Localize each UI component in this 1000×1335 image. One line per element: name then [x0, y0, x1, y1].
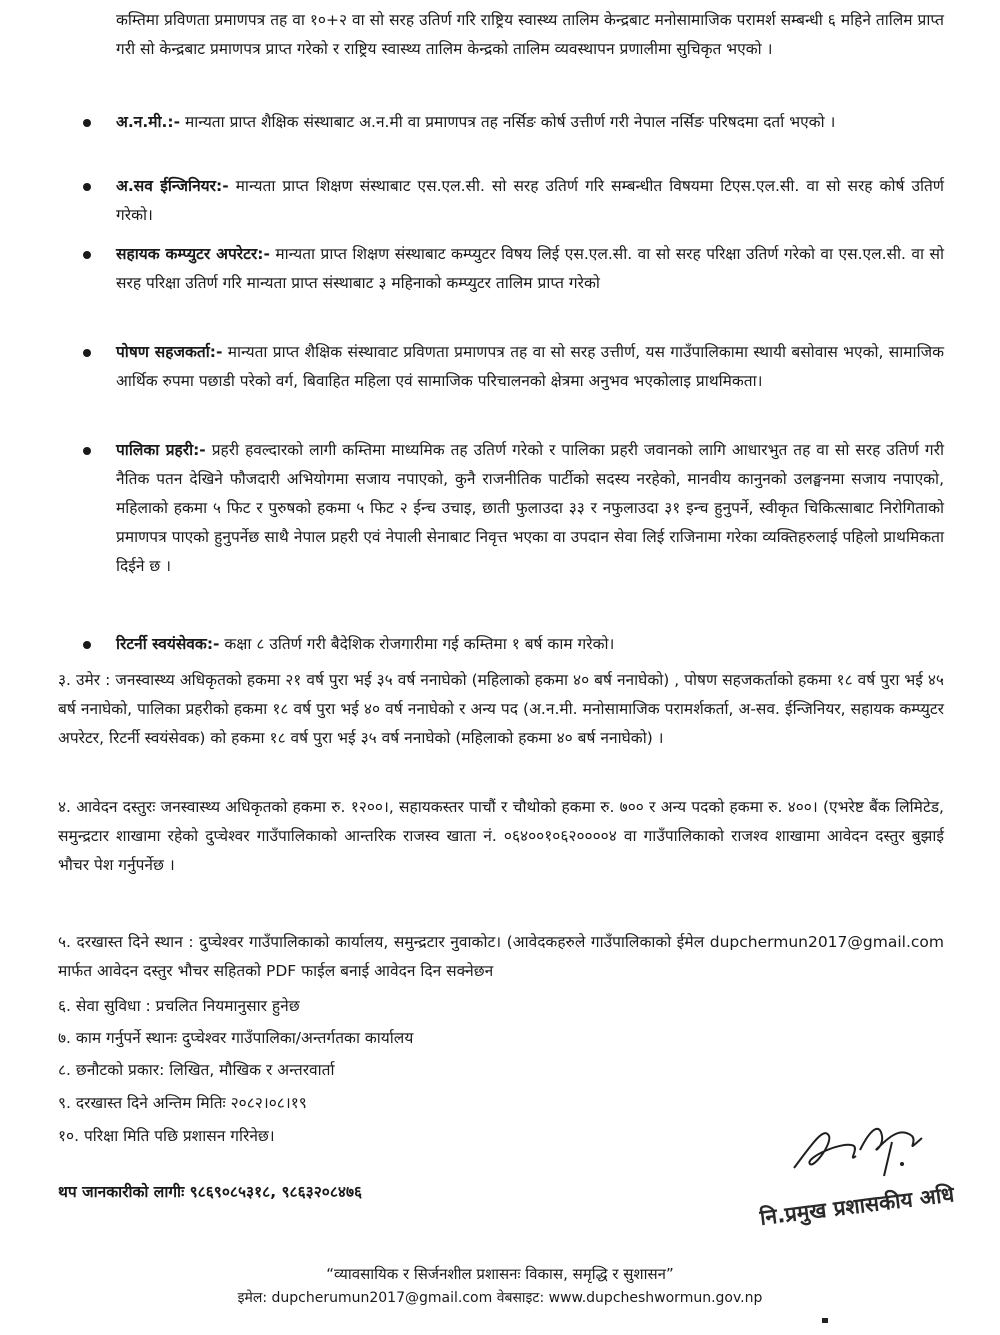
- scan-mark: [822, 1318, 828, 1323]
- bullet-text: मान्यता प्राप्त शैक्षिक संस्थावाट प्रविणता प्रमाणपत्र तह वा सो सरह उत्तीर्ण, यस गाउँपालिकामा स्थायी बसोवास भएको, सामाजिक आर्थिक रुपमा पछाडी परेको वर्ग, बिवाहित महिला एवं सामाजिक परिचालनको क्षेत्रमा अनुभव भएकोलाइ प्राथमिकता।: [116, 343, 944, 390]
- bullet-anmi: [116, 108, 944, 137]
- email-label: इमेल:: [237, 1290, 268, 1306]
- bullet-title: पालिका प्रहरी:-: [116, 441, 206, 459]
- item-application-place: ५. दरखास्त दिने स्थान : दुप्चेश्वर गाउँपालिकाको कार्यालय, समुन्द्रटार नुवाकोट। (आवेदकहरुले गाउँपालिकाको ईमेल dupchermun2017@gmail.com मार्फत आवेदन दस्तुर भौचर सहितको PDF फाईल बनाई आवेदन दिन सक्नेछन: [58, 933, 944, 980]
- item-exam-date: १०. परिक्षा मिति पछि प्रशासन गरिनेछ।: [58, 1127, 275, 1145]
- bullet-nutrition-facilitator: [116, 338, 944, 396]
- item-deadline: ९. दरखास्त दिने अन्तिम मितिः २०८२।०८।१९: [58, 1094, 307, 1112]
- bullet-dot: [83, 183, 91, 191]
- bullet-text: मान्यता प्राप्त शैक्षिक संस्थाबाट अ.न.मी वा प्रमाणपत्र तह नर्सिङ कोर्ष उत्तीर्ण गरी नेपाल नर्सिङ परिषदमा दर्ता भएको ।: [180, 113, 836, 131]
- footer-contact: [0, 1288, 1000, 1307]
- bullet-dot: [83, 641, 91, 649]
- bullet-text: कक्षा ८ उतिर्ण गरी बैदेशिक रोजगारीमा गई कम्तिमा १ बर्ष काम गरेको।: [219, 635, 615, 653]
- footer-motto: “व्यावसायिक र सिर्जनशील प्रशासनः विकास, समृद्धि र सुशासन”: [326, 1265, 674, 1283]
- intro-text: कम्तिमा प्रविणता प्रमाणपत्र तह वा १०+२ वा सो सरह उतिर्ण गरि राष्ट्रिय स्वास्थ्य तालिम केन्द्रबाट मनोसामाजिक परामर्श सम्बन्धी ६ महिने तालिम प्राप्त गरी सो केन्द्रबाट प्रमाणपत्र प्राप्त गरेको र राष्ट्रिय स्वास्थ्य तालिम केन्द्रको तालिम व्यवस्थापन प्रणालीमा सुचिकृत भएको ।: [116, 11, 944, 58]
- bullet-title: रिटर्नी स्वयंसेवक:-: [116, 635, 220, 653]
- footer-email: dupcherumun2017@gmail.com: [271, 1290, 493, 1306]
- intro-paragraph: [116, 6, 944, 64]
- bullet-sub-engineer: [116, 172, 944, 230]
- bullet-title: अ.सव ईन्जिनियर:-: [116, 177, 229, 195]
- signatory-title: नि.प्रमुख प्रशासकीय अधि: [758, 1182, 956, 1230]
- bullet-dot: [83, 447, 91, 455]
- bullet-text: मान्यता प्राप्त शिक्षण संस्थाबाट कम्प्युटर विषय लिई एस.एल.सी. वा सो सरह परिक्षा उतिर्ण गरेको वा एस.एल.सी. वा सो सरह परिक्षा उतिर्ण गरि मान्यता प्राप्त संस्थाबाट ३ महिनाको कम्प्युटर तालिम प्राप्त गरेको: [116, 245, 944, 292]
- contact-numbers: थप जानकारीको लागीः ९८६९०८५३१८, ९८६३२०८४७६: [58, 1183, 363, 1201]
- bullet-text: प्रहरी हवल्दारको लागी कम्तिमा माध्यमिक तह उतिर्ण गरेको र पालिका प्रहरी जवानको लागि आधारभुत तह वा सो सरह उतिर्ण गरी नैतिक पतन देखिने फौजदारी अभियोगमा सजाय नपाएको, कुनै राजनीतिक पार्टीको सदस्य नरहेको, मानवीय कानुनको उलङ्घनमा सजाय नपाएको, महिलाको हकमा ५ फिट र पुरुषको हकमा ५ फिट २ ईन्च उचाइ, छाती फुलाउदा ३३ र नफुलाउदा ३१ इन्च हुनुपर्ने, स्वीकृत चिकित्साबाट निरोगिताको प्रमाणपत्र पाएको हुनुपर्नेछ साथै नेपाल प्रहरी एवं नेपाली सेनाबाट निवृत्त भएका वा उपदान सेवा लिई राजिनामा गरेका व्यक्तिहरुलाई पहिलो प्राथमिकता दिईने छ ।: [116, 441, 944, 575]
- item-work-location: ७. काम गर्नुपर्ने स्थानः दुप्चेश्वर गाउँपालिका/अन्तर्गतका कार्यालय: [58, 1029, 414, 1047]
- bullet-dot: [83, 251, 91, 259]
- bullet-computer-operator: [116, 240, 944, 298]
- bullet-returnee-volunteer: [116, 630, 944, 659]
- item-age: ३. उमेर : जनस्वास्थ्य अधिकृतको हकमा २१ वर्ष पुरा भई ३५ वर्ष ननाघेको (महिलाको हकमा ४० बर्ष ननाघेको) , पोषण सहजकर्ताको हकमा १८ वर्ष पुरा भई ४५ बर्ष ननाघेको, पालिका प्रहरीको हकमा १८ वर्ष पुरा भई ४० वर्ष ननाघेको र अन्य पद (अ.न.मी. मनोसामाजिक परामर्शकर्ता, अ-सव. ईन्जिनियर, सहायक कम्प्युटर अपरेटर, रिटर्नी स्वयंसेवक) को हकमा १८ वर्ष पुरा भई ३५ वर्ष ननाघेको (महिलाको हकमा ४० बर्ष ननाघेको) ।: [58, 671, 944, 747]
- signature-image: [784, 1106, 934, 1186]
- item-selection-type: ८. छनौटको प्रकार: लिखित, मौखिक र अन्तरवार्ता: [58, 1061, 335, 1079]
- bullet-title: पोषण सहजकर्ता:-: [116, 343, 223, 361]
- bullet-dot: [83, 349, 91, 357]
- website-label: वेबसाइट:: [496, 1290, 545, 1306]
- bullet-text: मान्यता प्राप्त शिक्षण संस्थाबाट एस.एल.सी. सो सरह उतिर्ण गरि सम्बन्धीत विषयमा टिएस.एल.सी. वा सो सरह कोर्ष उतिर्ण गरेको।: [116, 177, 944, 224]
- bullet-title: सहायक कम्प्युटर अपरेटर:-: [116, 245, 270, 263]
- bullet-municipal-police: [116, 436, 944, 581]
- item-application-fee: ४. आवेदन दस्तुरः जनस्वास्थ्य अधिकृतको हकमा रु. १२००।, सहायकस्तर पाचौं र चौथोको हकमा रु. ७०० र अन्य पदको हकमा रु. ४००। (एभरेष्ट बैंक लिमिटेड, समुन्द्रटार शाखामा रहेको दुप्चेश्वर गाउँपालिकाको आन्तरिक राजस्व खाता नं. ०६४००१०६२००००४ वा गाउँपालिकाको राजश्व शाखामा आवेदन दस्तुर बुझाई भौचर पेश गर्नुपर्नेछ ।: [58, 798, 944, 874]
- footer-website: www.dupcheshwormun.gov.np: [548, 1290, 763, 1306]
- bullet-dot: [83, 119, 91, 127]
- bullet-title: अ.न.मी.:-: [116, 113, 181, 131]
- item-facilities: ६. सेवा सुविधा : प्रचलित नियमानुसार हुनेछ: [58, 997, 300, 1015]
